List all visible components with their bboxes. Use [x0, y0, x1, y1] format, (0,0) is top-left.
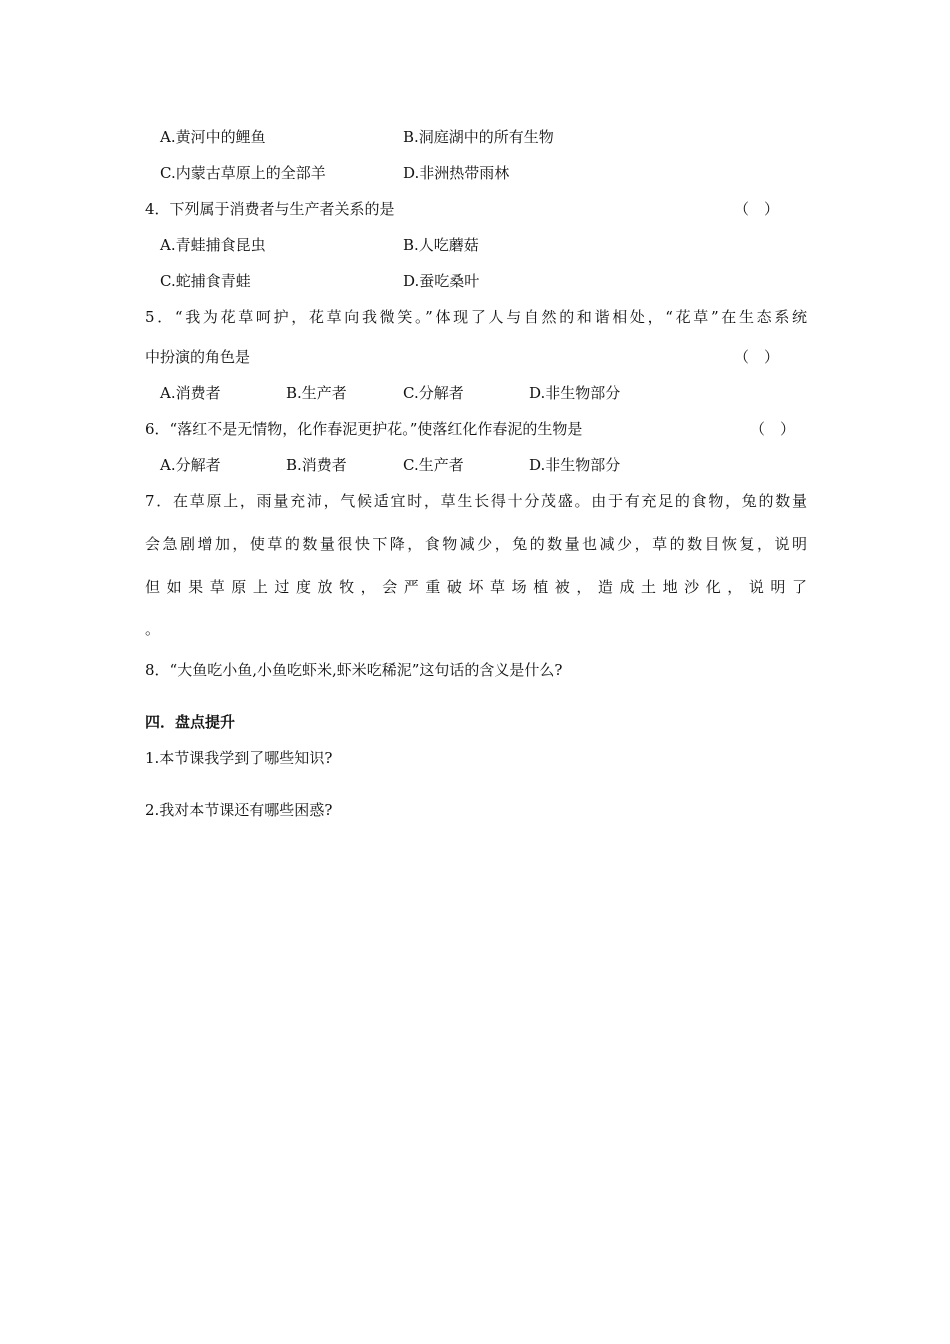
q6-answer-paren: （ ） — [750, 420, 796, 438]
q5-stem-line1: 5．“我为花草呵护，花草向我微笑。”体现了人与自然的和谐相处，“花草”在生态系统 — [145, 308, 807, 326]
q7-line3: 但如果草原上过度放牧，会严重破坏草场植被，造成土地沙化，说明了 — [145, 578, 807, 596]
q3-option-d: D.非洲热带雨林 — [403, 164, 510, 182]
q4-stem: 4．下列属于消费者与生产者关系的是 — [145, 200, 395, 218]
q5-option-b: B.生产者 — [286, 384, 347, 402]
q4-option-c: C.蛇捕食青蛙 — [160, 272, 251, 290]
q7-line1: 7．在草原上，雨量充沛，气候适宜时，草生长得十分茂盛。由于有充足的食物，兔的数量 — [145, 492, 807, 510]
q3-option-a: A.黄河中的鲤鱼 — [160, 128, 266, 146]
q4-option-d: D.蚕吃桑叶 — [403, 272, 480, 290]
q8-stem: 8．“大鱼吃小鱼,小鱼吃虾米,虾米吃稀泥”这句话的含义是什么? — [145, 661, 563, 679]
section4-item1: 1.本节课我学到了哪些知识? — [145, 749, 333, 767]
q3-option-c: C.内蒙古草原上的全部羊 — [160, 164, 326, 182]
q4-answer-paren: （ ） — [734, 200, 780, 218]
q7-line4: 。 — [145, 620, 161, 638]
q5-option-d: D.非生物部分 — [529, 384, 621, 402]
q4-option-a: A.青蛙捕食昆虫 — [160, 236, 266, 254]
q6-option-c: C.生产者 — [403, 456, 464, 474]
section4-title: 四．盘点提升 — [145, 713, 236, 731]
q5-option-c: C.分解者 — [403, 384, 464, 402]
q5-option-a: A.消费者 — [160, 384, 221, 402]
q6-stem: 6．“落红不是无情物，化作春泥更护花。”使落红化作春泥的生物是 — [145, 420, 583, 438]
q3-option-b: B.洞庭湖中的所有生物 — [403, 128, 554, 146]
q5-answer-paren: （ ） — [734, 348, 780, 366]
section4-item2: 2.我对本节课还有哪些困惑? — [145, 801, 333, 819]
q6-option-a: A.分解者 — [160, 456, 221, 474]
q5-stem-line2: 中扮演的角色是 — [145, 348, 251, 366]
q4-option-b: B.人吃蘑菇 — [403, 236, 479, 254]
q7-line2: 会急剧增加，使草的数量很快下降，食物减少，兔的数量也减少，草的数目恢复，说明 — [145, 535, 807, 553]
q6-option-b: B.消费者 — [286, 456, 347, 474]
q6-option-d: D.非生物部分 — [529, 456, 621, 474]
